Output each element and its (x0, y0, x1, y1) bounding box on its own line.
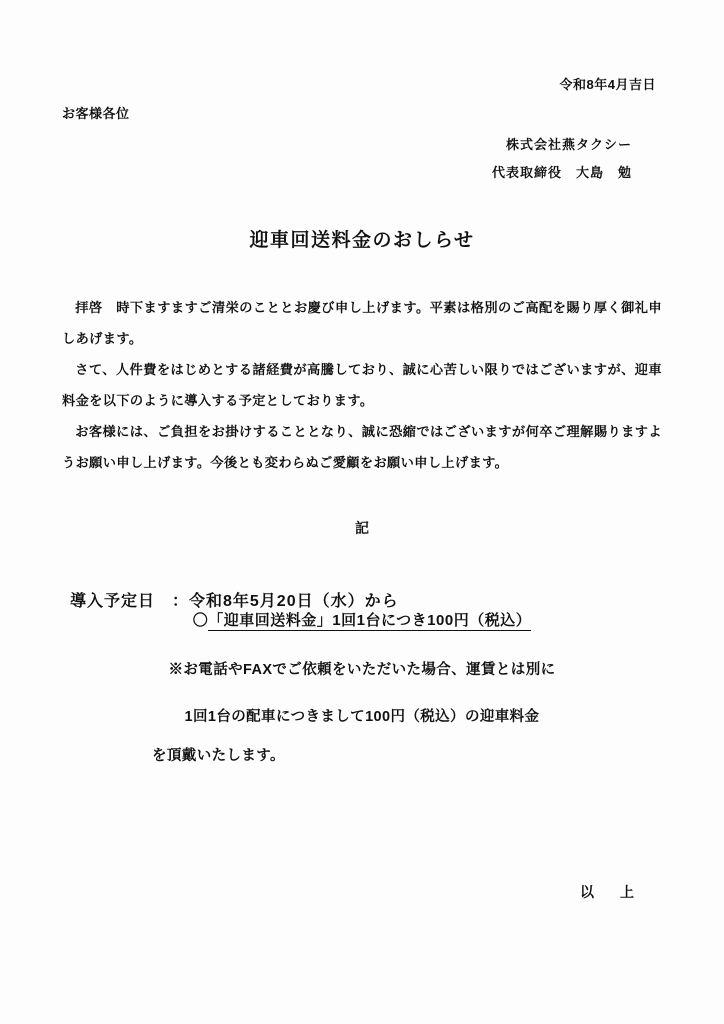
introduction-date: 導入予定日 ：令和8年5月20日（水）から (70, 593, 399, 610)
fee-line (62, 609, 662, 630)
document-title: 迎車回送料金のおしらせ (249, 230, 475, 251)
fee-bullet: 〇 (192, 612, 209, 629)
body-paragraphs (62, 292, 662, 478)
ceo-name: 代表取締役 大島 勉 (491, 165, 632, 180)
fee-underlined-text: 「迎車回送料金」1回1台につき100円（税込） (208, 612, 532, 629)
paragraph-3: お客様には、ご負担をお掛けすることとなり、誠に恐縮ではございますが何卒ご理解賜りますようお願い申し上げます。今後とも変わらぬご愛顧をお願い申し上げます。 (62, 424, 662, 470)
paragraph-2: さて、人件費をはじめとする諸経費が高騰しており、誠に心苦しい限りではございますが、迎車料金を以下のように導入する予定としております。 (62, 362, 662, 408)
note-line-1: ※お電話やFAXでご依頼をいただいた場合、運賃とは別に (168, 662, 556, 678)
ki-marker: 記 (355, 520, 369, 536)
document-date: 令和8年4月吉日 (559, 77, 656, 92)
note-line-3: を頂戴いたします。 (152, 748, 285, 764)
addressee-line: お客様各位 (62, 106, 130, 121)
document-inner (62, 0, 662, 1024)
paragraph-1: 拝啓 時下ますますご清栄のこととお慶び申し上げます。平素は格別のご高配を賜り厚く御礼申しあげます。 (62, 300, 662, 346)
company-name: 株式会社燕タクシー (505, 137, 632, 152)
closing-marker: 以 上 (580, 884, 640, 900)
note-line-2: 1回1台の配車につきまして100円（税込）の迎車料金 (184, 709, 540, 725)
